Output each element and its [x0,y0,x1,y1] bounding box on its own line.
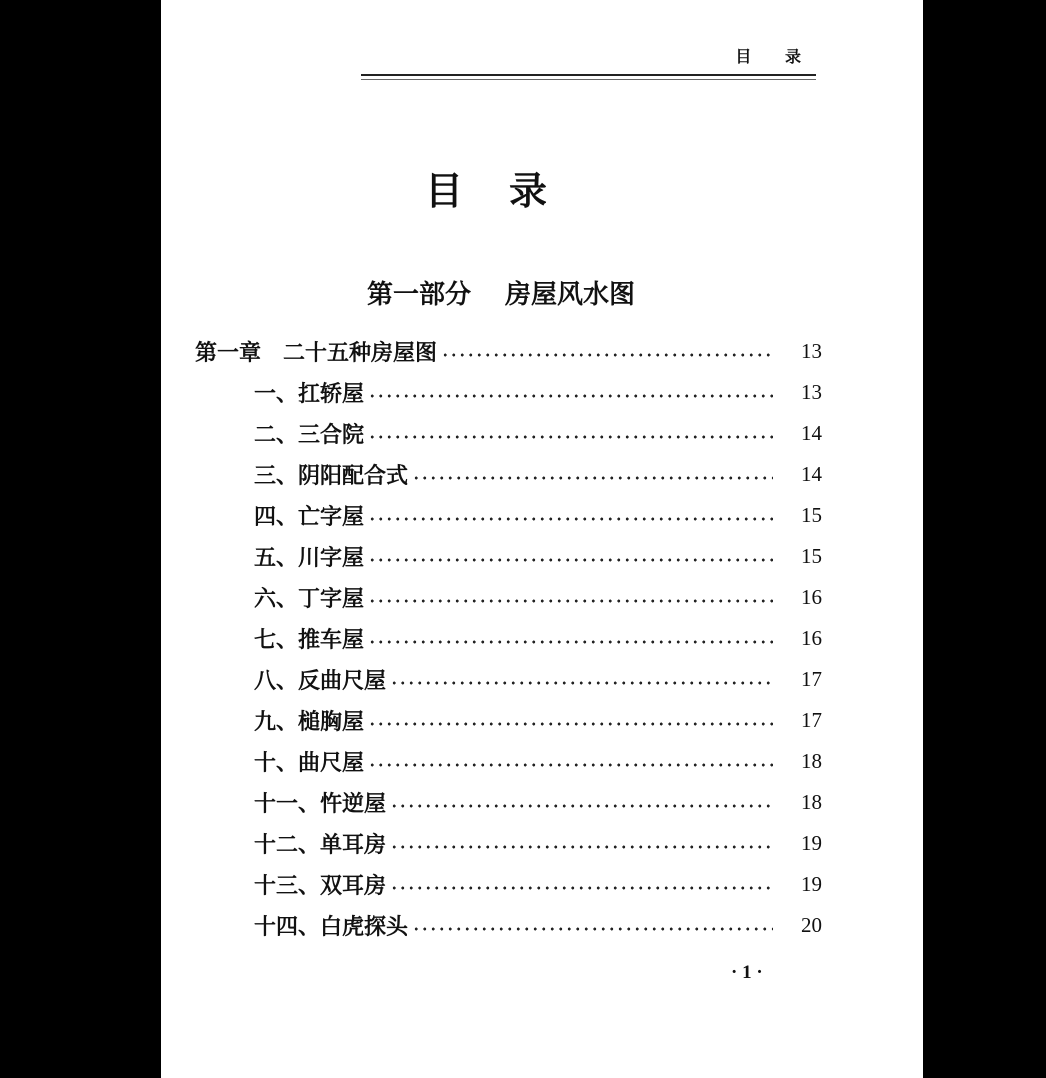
toc-entry-row[interactable] [254,659,851,699]
toc-entry-row[interactable] [254,618,851,658]
toc-chapter-row[interactable] [195,331,851,371]
toc-entry-row[interactable] [254,782,851,822]
toc-page-number: 16 [801,625,822,650]
toc-page-number: 15 [801,502,822,527]
running-head: 目 录 [735,47,815,66]
dot-leader [368,517,773,521]
toc-entry-label: 七、推车屋 [254,627,365,653]
toc-entry-label: 十一、忤逆屋 [254,791,387,817]
toc-entry-label: 九、槌胸屋 [254,709,365,735]
toc-page-number: 14 [801,461,822,486]
toc-entry-label: 六、丁字屋 [254,586,365,612]
part-heading [201,274,801,311]
toc-page-number: 15 [801,543,822,568]
dot-leader [368,722,773,726]
dot-leader [368,558,773,562]
toc-page-number: 13 [801,379,822,404]
toc-entry-row[interactable] [254,577,851,617]
toc-page-number: 16 [801,584,822,609]
toc-entry-row[interactable] [254,741,851,781]
toc-page-number: 19 [801,830,822,855]
toc-entry-label: 四、亡字屋 [254,504,365,530]
dot-leader [390,845,773,849]
dot-leader [412,476,773,480]
dot-leader [368,435,773,439]
toc-page-number: 18 [801,789,822,814]
header-rule-thin [361,79,816,80]
dot-leader [368,763,773,767]
toc-page-number: 18 [801,748,822,773]
dot-leader [368,599,773,603]
toc-page-number: 14 [801,420,822,445]
dot-leader [368,394,773,398]
toc-entry-row[interactable] [254,700,851,740]
toc-entry-label: 十三、双耳房 [254,873,387,899]
toc-entry-label: 十四、白虎探头 [254,914,409,940]
toc-page-number: 19 [801,871,822,896]
toc-entry-row[interactable] [254,413,851,453]
toc-entry-label: 二、三合院 [254,422,365,448]
toc-entry-label: 第一章 二十五种房屋图 [195,340,438,366]
toc-entry-label: 十、曲尺屋 [254,750,365,776]
toc-page-number: 13 [801,338,822,363]
toc-entry-label: 五、川字屋 [254,545,365,571]
dot-leader [412,927,773,931]
toc-entry-label: 一、扛轿屋 [254,381,365,407]
toc-page-number: 20 [801,912,822,937]
toc-entry-label: 三、阴阳配合式 [254,463,409,489]
dot-leader [390,886,773,890]
book-page [161,0,923,1078]
toc-entry-row[interactable] [254,536,851,576]
toc-entry-row[interactable] [254,864,851,904]
toc-entry-row[interactable] [254,372,851,412]
toc-entry-row[interactable] [254,454,851,494]
part-name: 房屋风水图 [505,280,636,310]
page-title: 目录 [424,169,593,213]
dot-leader [441,353,773,357]
part-number: 第一部分 [366,280,471,310]
toc-entry-label: 十二、单耳房 [254,832,387,858]
dot-leader [390,681,773,685]
header-rule [361,74,816,76]
toc-entry-label: 八、反曲尺屋 [254,668,387,694]
toc-entry-row[interactable] [254,495,851,535]
toc-entry-row[interactable] [254,905,851,945]
dot-leader [390,804,773,808]
dot-leader [368,640,773,644]
toc-entry-row[interactable] [254,823,851,863]
toc-page-number: 17 [801,707,822,732]
toc-page-number: 17 [801,666,822,691]
page-folio: · 1 · [731,962,763,983]
